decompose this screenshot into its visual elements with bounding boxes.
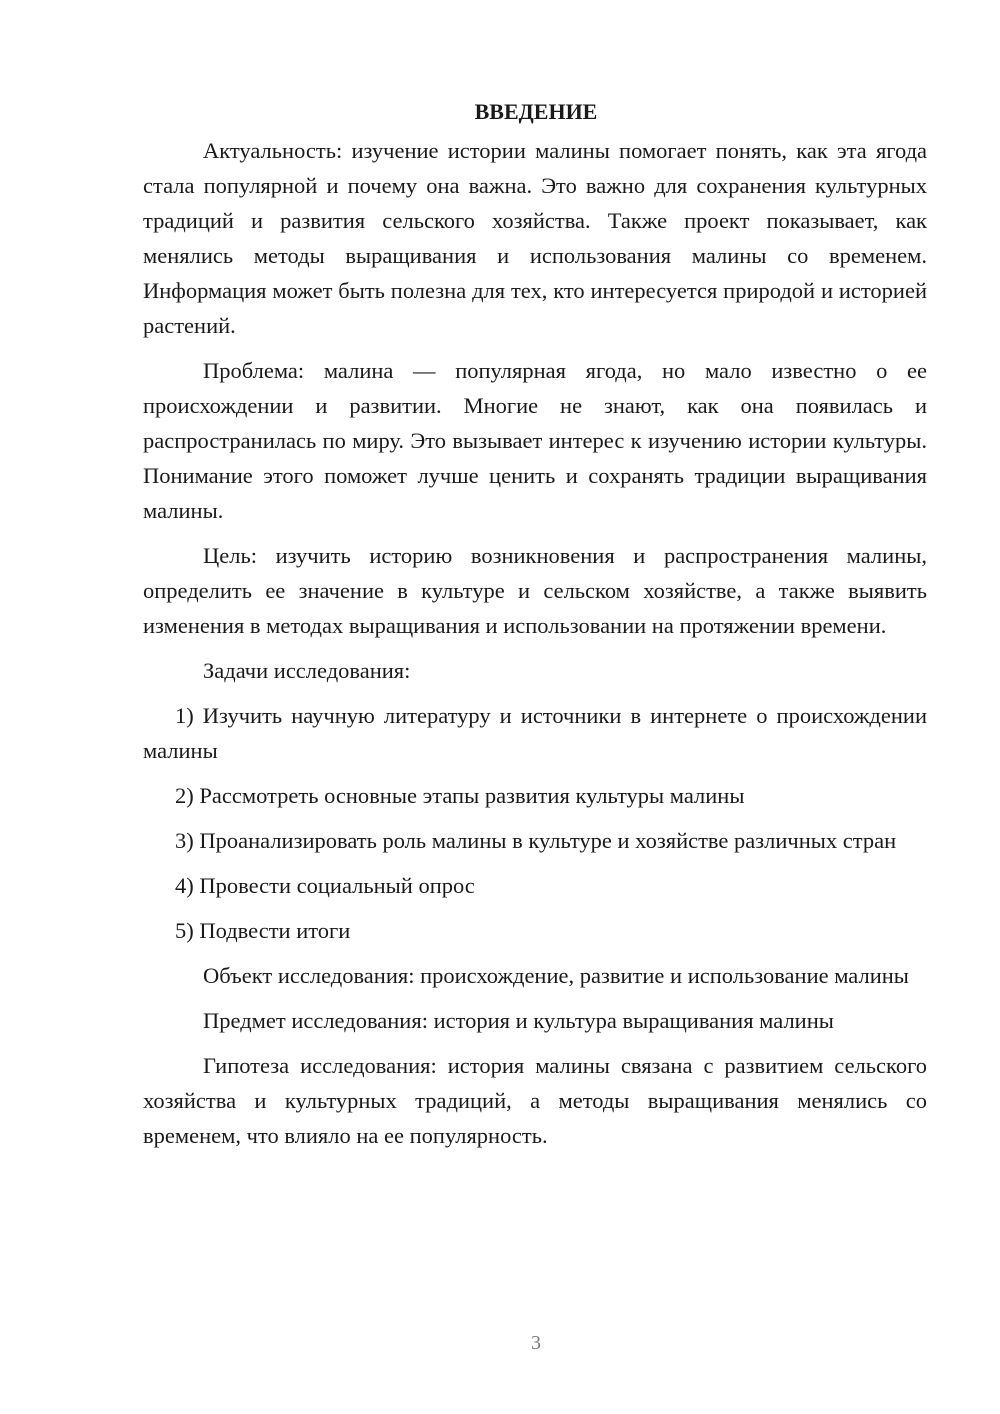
task-item: 2) Рассмотреть основные этапы развития культуры малины (175, 783, 745, 808)
task-item: 1) Изучить научную литературу и источники в интернете о происхождении малины (143, 703, 927, 763)
task-item: 4) Провести социальный опрос (175, 873, 475, 898)
goal-paragraph: Цель: изучить историю возникновения и распространения малины, определить ее значение в культуре и сельском хозяйстве, а также выявить изменения в методах выращивания и использовании на протяжении времени. (143, 543, 927, 638)
object-paragraph: Объект исследования: происхождение, развитие и использование малины (203, 963, 909, 988)
task-item: 3) Проанализировать роль малины в культуре и хозяйстве различных стран (175, 828, 897, 853)
task-item: 5) Подвести итоги (175, 918, 351, 943)
document-body (143, 94, 927, 1153)
page-title: ВВЕДЕНИЕ (474, 99, 598, 124)
relevance-paragraph: Актуальность: изучение истории малины помогает понять, как эта ягода стала популярной и почему она важна. Это важно для сохранения культурных традиций и развития сельского хозяйства. Также проект показывает, как менялись методы выращивания и использования малины со временем. Информация может быть полезна для тех, кто интересуется природой и историей растений. (143, 138, 927, 338)
problem-paragraph: Проблема: малина — популярная ягода, но мало известно о ее происхождении и развитии. Многие не знают, как она появилась и распространилась по миру. Это вызывает интерес к изучению истории культуры. Понимание этого поможет лучше ценить и сохранять традиции выращивания малины. (143, 358, 927, 523)
page-number: 3 (531, 1332, 541, 1354)
hypothesis-paragraph: Гипотеза исследования: история малины связана с развитием сельского хозяйства и культурных традиций, а методы выращивания менялись со временем, что влияло на ее популярность. (143, 1053, 927, 1148)
tasks-heading: Задачи исследования: (203, 658, 411, 683)
subject-paragraph: Предмет исследования: история и культура выращивания малины (203, 1008, 834, 1033)
